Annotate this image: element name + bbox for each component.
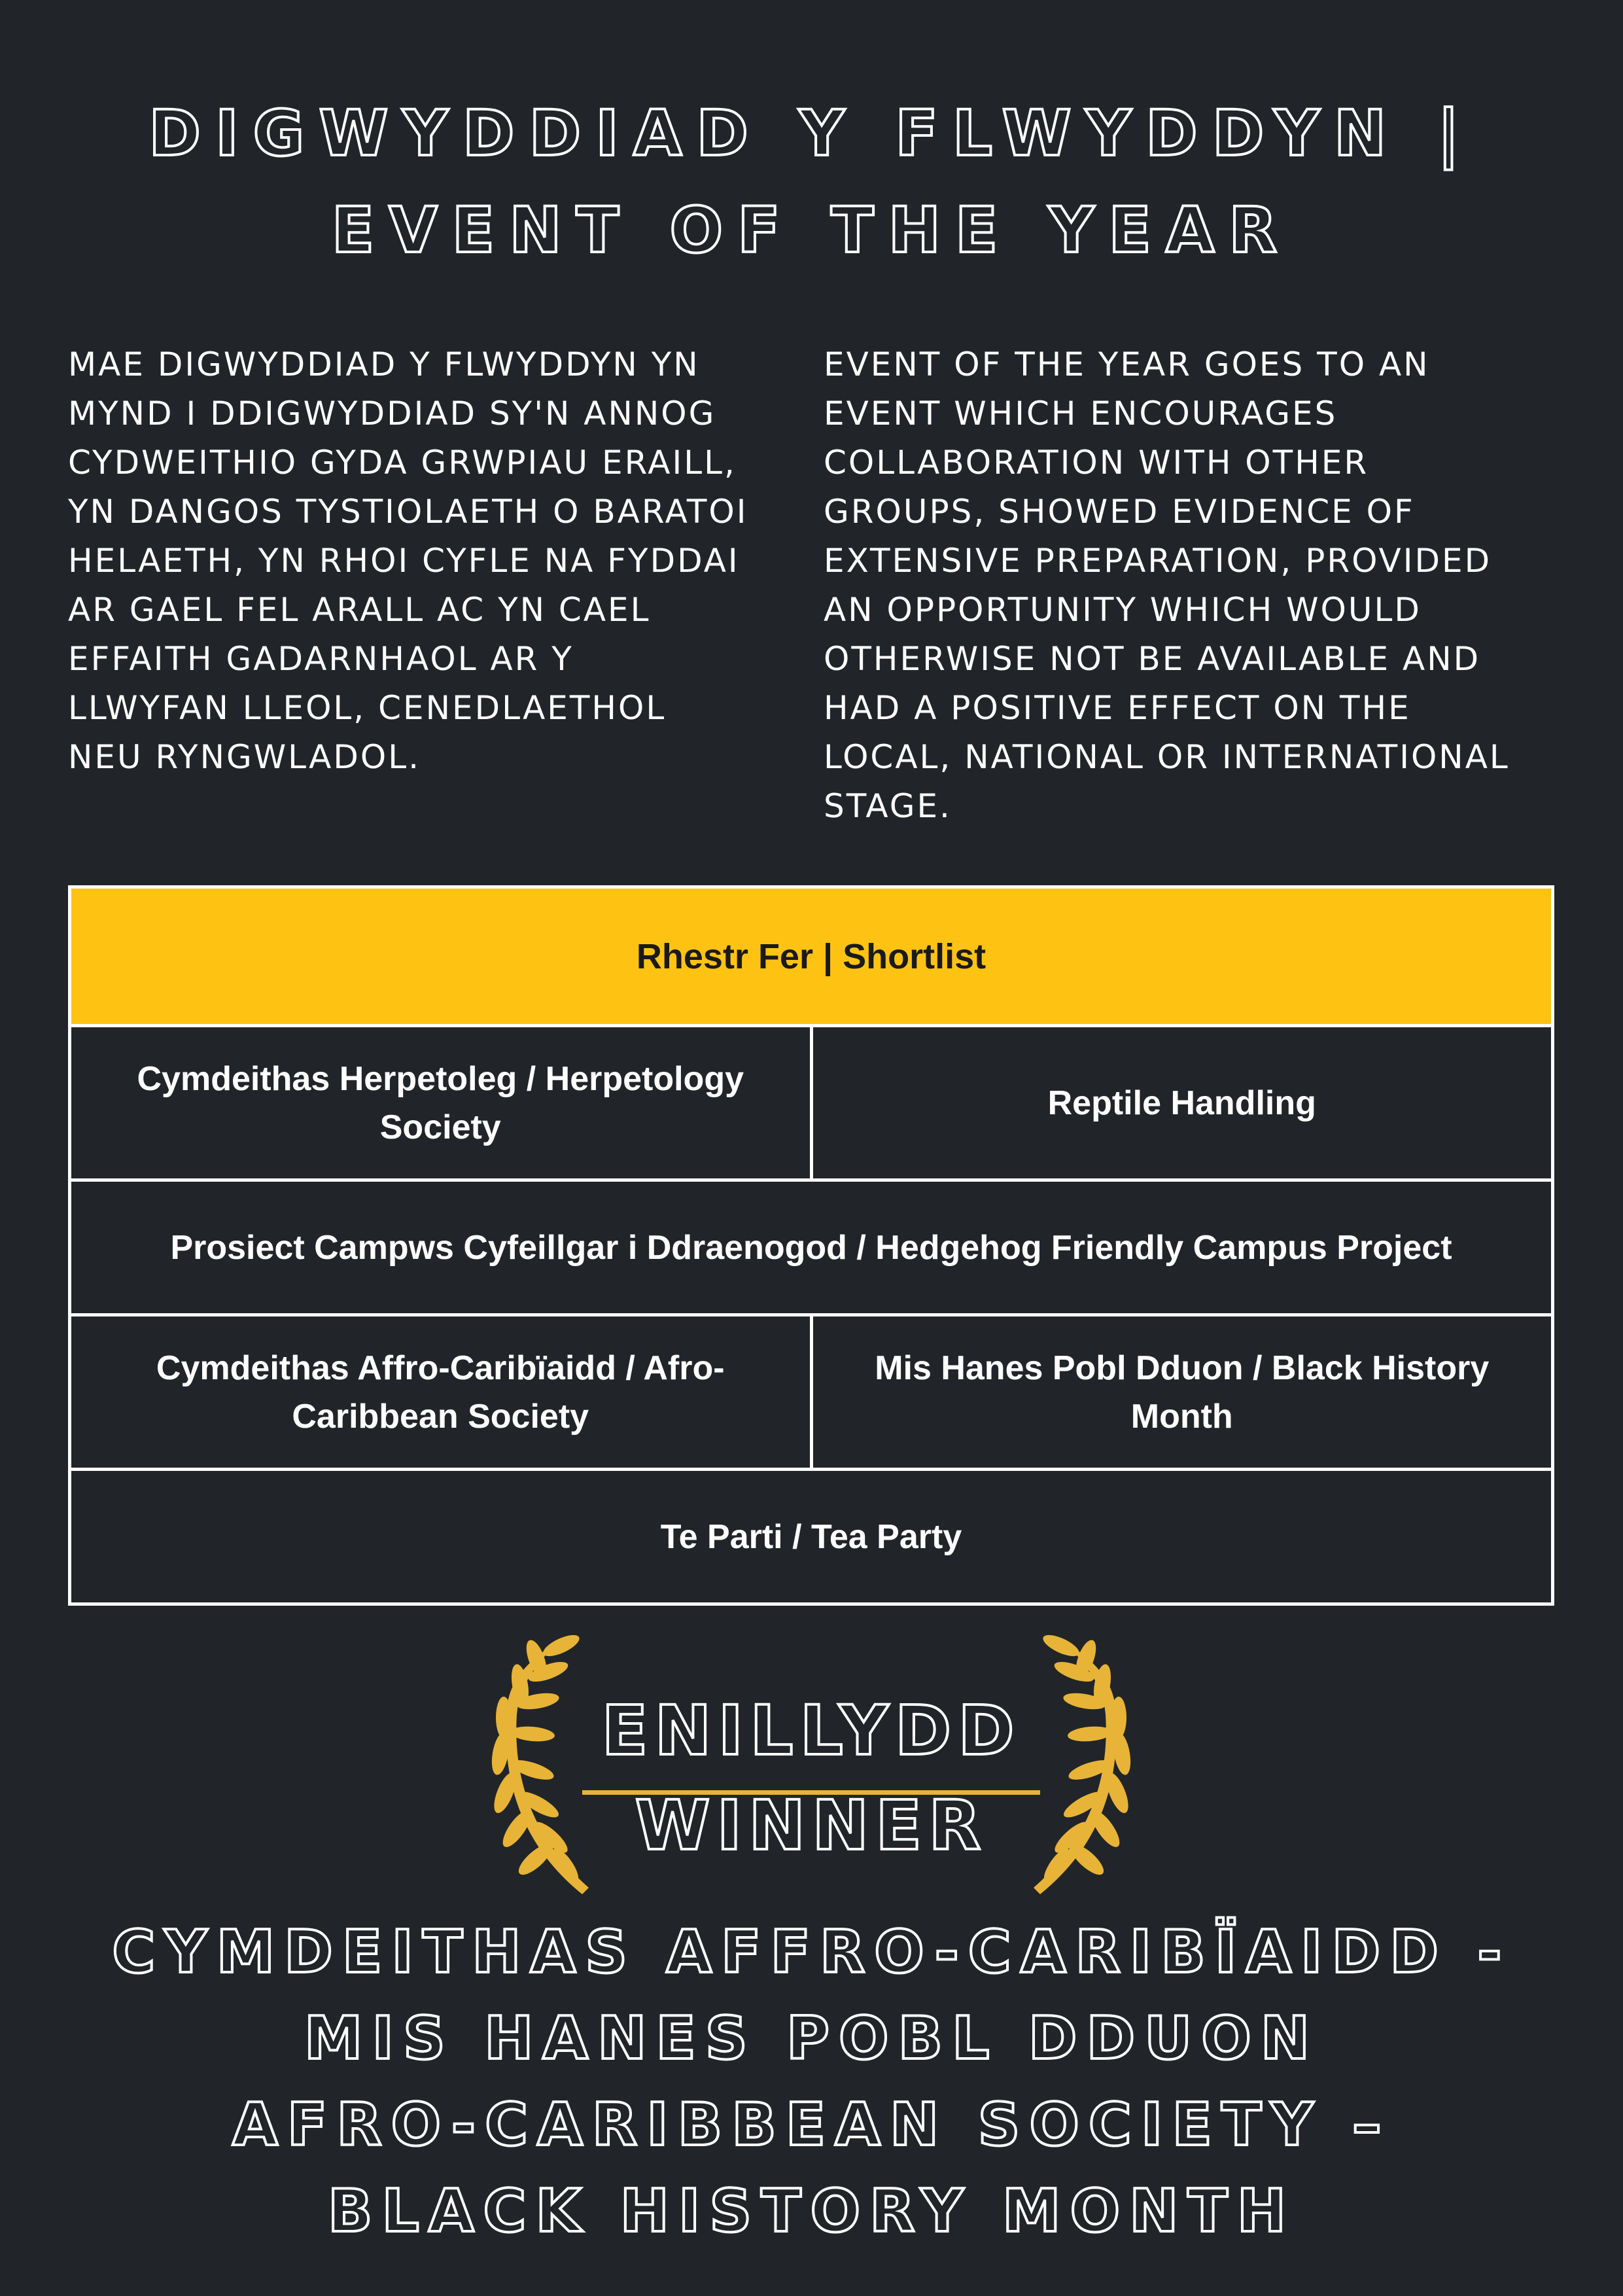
- winner-label-english: WINNER: [635, 1786, 988, 1865]
- description-line: MYND I DDIGWYDDIAD SY'N ANNOG: [68, 395, 716, 433]
- cell-line: Society: [379, 1108, 501, 1146]
- table-cell: [71, 1471, 1551, 1602]
- description-line: COLLABORATION WITH OTHER: [824, 444, 1369, 482]
- winner-name-line: CYMDEITHAS AFFRO-CARIBÏAIDD -: [112, 1918, 1511, 1987]
- description-line: LOCAL, NATIONAL OR INTERNATIONAL: [824, 738, 1510, 776]
- cell-line: Month: [1130, 1397, 1233, 1436]
- cell-line: Cymdeithas Herpetoleg / Herpetology: [137, 1059, 744, 1098]
- cell-line: Caribbean Society: [292, 1397, 589, 1436]
- description-line: OTHERWISE NOT BE AVAILABLE AND: [824, 640, 1481, 678]
- cell-line: Reptile Handling: [1047, 1084, 1316, 1122]
- table-cell: [810, 1316, 1552, 1468]
- description-line: LLWYFAN LLEOL, CENEDLAETHOL: [68, 689, 667, 727]
- shortlist-table: [68, 885, 1554, 1606]
- description-line: GROUPS, SHOWED EVIDENCE OF: [824, 493, 1415, 531]
- table-row: [71, 1313, 1551, 1468]
- table-cell: [71, 1316, 810, 1468]
- description-line: EVENT OF THE YEAR GOES TO AN: [824, 345, 1430, 383]
- table-row: [71, 1178, 1551, 1313]
- winner-name-line: AFRO-CARIBBEAN SOCIETY –: [232, 2091, 1391, 2159]
- shortlist-header: Rhestr Fer | Shortlist: [636, 936, 986, 976]
- description-line: HELAETH, YN RHOI CYFLE NA FYDDAI: [68, 542, 740, 580]
- description-line: HAD A POSITIVE EFFECT ON THE: [824, 689, 1411, 727]
- table-cell: [71, 1182, 1551, 1313]
- table-cell: [71, 1027, 810, 1178]
- description-line: YN DANGOS TYSTIOLAETH O BARATOI: [68, 493, 748, 531]
- cell-line: Cymdeithas Affro-Caribïaidd / Afro-: [156, 1349, 725, 1387]
- cell-line: Mis Hanes Pobl Dduon / Black History: [875, 1349, 1490, 1387]
- winner-name: [65, 1909, 1558, 2255]
- title-line-1: DIGWYDDIAD Y FLWYDDYN |: [148, 97, 1475, 170]
- description-line: STAGE.: [824, 787, 952, 825]
- description-line: CYDWEITHIO GYDA GRWPIAU ERAILL,: [68, 444, 737, 482]
- table-row: [71, 1468, 1551, 1602]
- description-line: EFFAITH GADARNHAOL AR Y: [68, 640, 574, 678]
- title-line-2: EVENT OF THE YEAR: [331, 194, 1292, 267]
- table-cell: [810, 1027, 1552, 1178]
- shortlist-header-row: [71, 889, 1551, 1024]
- cell-line: Te Parti / Tea Party: [660, 1517, 962, 1556]
- table-row: [71, 1024, 1551, 1178]
- winner-name-line: MIS HANES POBL DDUON: [304, 2004, 1319, 2073]
- description-english: [824, 340, 1563, 831]
- description-line: MAE DIGWYDDIAD Y FLWYDDYN YN: [68, 345, 700, 383]
- description-welsh: [68, 340, 794, 782]
- description-line: AR GAEL FEL ARALL AC YN CAEL: [68, 591, 651, 629]
- description-line: NEU RYNGWLADOL.: [68, 738, 421, 776]
- description-line: EVENT WHICH ENCOURAGES: [824, 395, 1338, 433]
- winner-label-welsh: ENILLYDD: [601, 1691, 1021, 1771]
- description-line: AN OPPORTUNITY WHICH WOULD: [824, 591, 1422, 629]
- cell-line: Prosiect Campws Cyfeillgar i Ddraenogod / Hedgehog Friendly Campus Project: [170, 1228, 1452, 1267]
- page-title: [131, 85, 1492, 279]
- winner-name-line: BLACK HISTORY MONTH: [327, 2177, 1296, 2246]
- description-line: EXTENSIVE PREPARATION, PROVIDED: [824, 542, 1492, 580]
